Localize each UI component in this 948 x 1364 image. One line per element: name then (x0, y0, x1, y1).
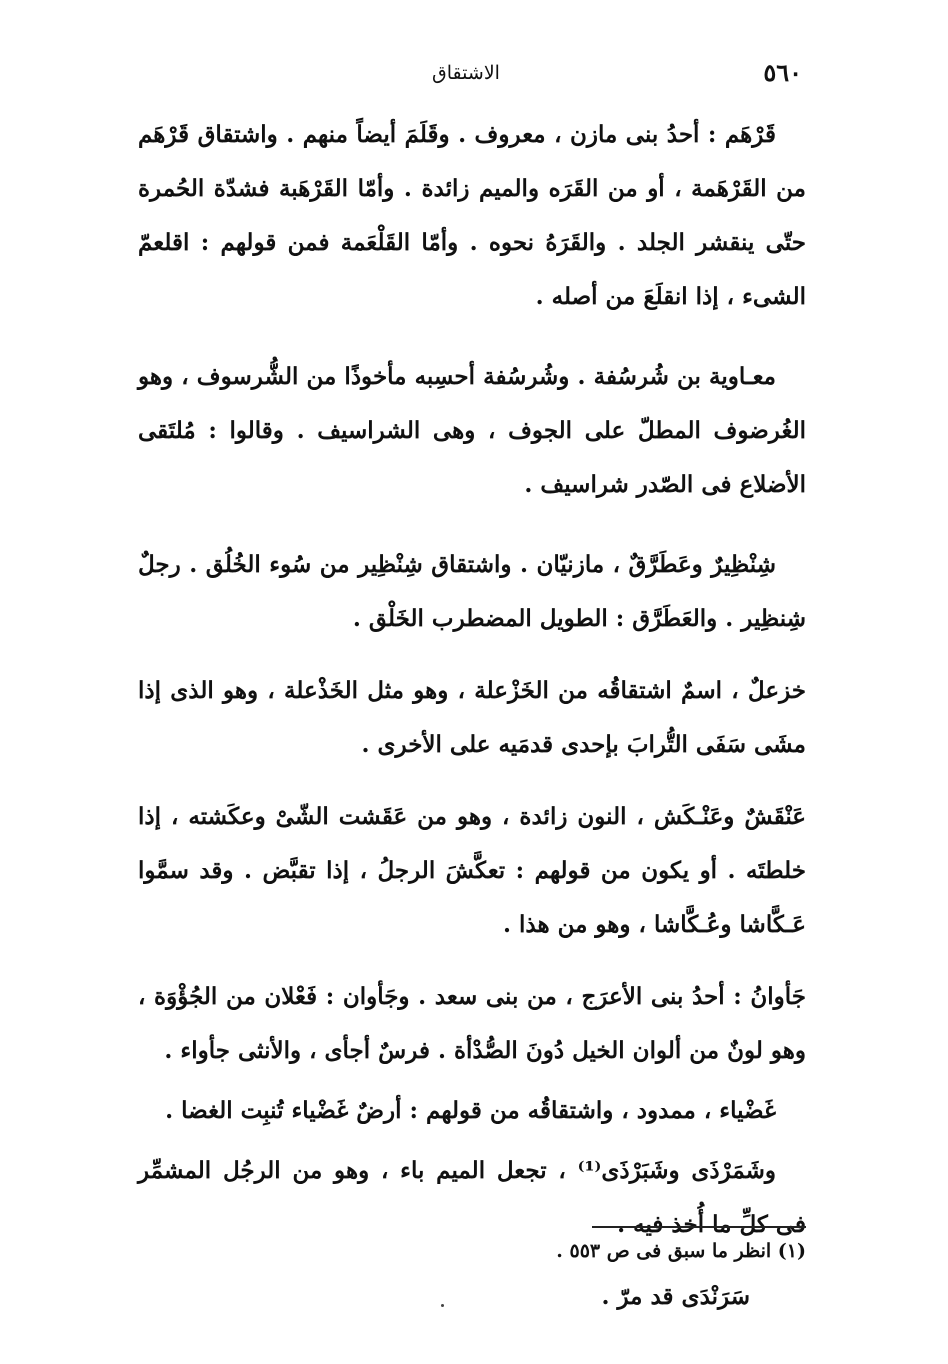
entry-sarandha: سَرَنْدَى قد مرّ . (601, 1283, 750, 1310)
entry-jawan: جَأوانُ : أحدُ بنى الأعرَج ، من بنى سعد . وجَأوان : فَعْلان من الجُؤْوَة ، وهو لونٌ من ألوان الخيل دُونَ الصُّدْأة . فرسٌ أجأى ، والأنثى جأواء . (138, 983, 806, 1064)
footnote: (١) انظر ما سبق فى ص ٥٥٣ . (556, 1240, 806, 1262)
page-speck (441, 1304, 444, 1307)
body-text (138, 108, 806, 1324)
entry-muawiya: معـاوية بن شُرسُفة . وشُرسُفة أحسِبه مأخوذًا من الشُّرسوف ، وهو الغُرضوف المطلّ على الجوف ، وهى الشراسيف . وقالوا : مُلتَقى الأضلاع فى الصّدر شراسيف . (138, 363, 806, 498)
entry-qarham: قَرْهَم : أحدُ بنى مازن ، معروف . وقَلَمَ أيضاً منهم . واشتقاق قَرْهَم من القَرْهَمة ، أو من القَرَه والميم زائدة . وأمّا القَرْهَبة فشدّة الحُمرة حتّى ينقشر الجلد . والقَرَهُ نحوه . وأمّا القَلْعَمة فمن قولهم : اقلعمّ الشىء ، إذا انقلَعَ من أصله . (138, 121, 806, 310)
entry-shamardha: وشَمَرْذَى وشَبَرْذَى⁽¹⁾ ، تجعل الميم باء ، وهو من الرجُل المشمِّر فى كلِّ ما أُخذ فيه . (138, 1157, 806, 1238)
running-title: الاشتقاق (432, 62, 500, 84)
entry-anqash: عَنْقَشٌ وعَنْـكَش ، النون زائدة ، وهو من عَقَشت الشّىْ وعكَشته ، إذا خلطتَه . أو يكون من قولهم : تعكَّشَ الرجلُ ، إذا تقبَّض . وقد سمَّوا عَـكَّاشا وعُـكَّاشا ، وهو من هذا . (138, 803, 806, 938)
page-number: ٥٦٠ (763, 58, 802, 87)
footnote-divider (592, 1226, 806, 1228)
entry-khazal: خزعلٌ ، اسمٌ اشتقاقُه من الخَزْعلة ، وهو مثل الخَذْعلة ، وهو الذى إذا مشَى سَفَى التُّرابَ بإحدى قدمَيه على الأخرى . (138, 677, 806, 758)
entry-shinzir: شِنْظِيرٌ وعَطَرَّقٌ ، مازنيّان . واشتقاق شِنْظِير من سُوء الخُلُق . رجلٌ شِنظِير . والعَطَرَّق : الطويل المضطرب الخَلْق . (138, 551, 806, 632)
running-head (130, 58, 802, 94)
entry-ghadya: غَضْياء ، ممدود ، واشتقاقُه من قولهم : أرضٌ غَضْياء تُنبِت الغضا . (165, 1097, 776, 1124)
